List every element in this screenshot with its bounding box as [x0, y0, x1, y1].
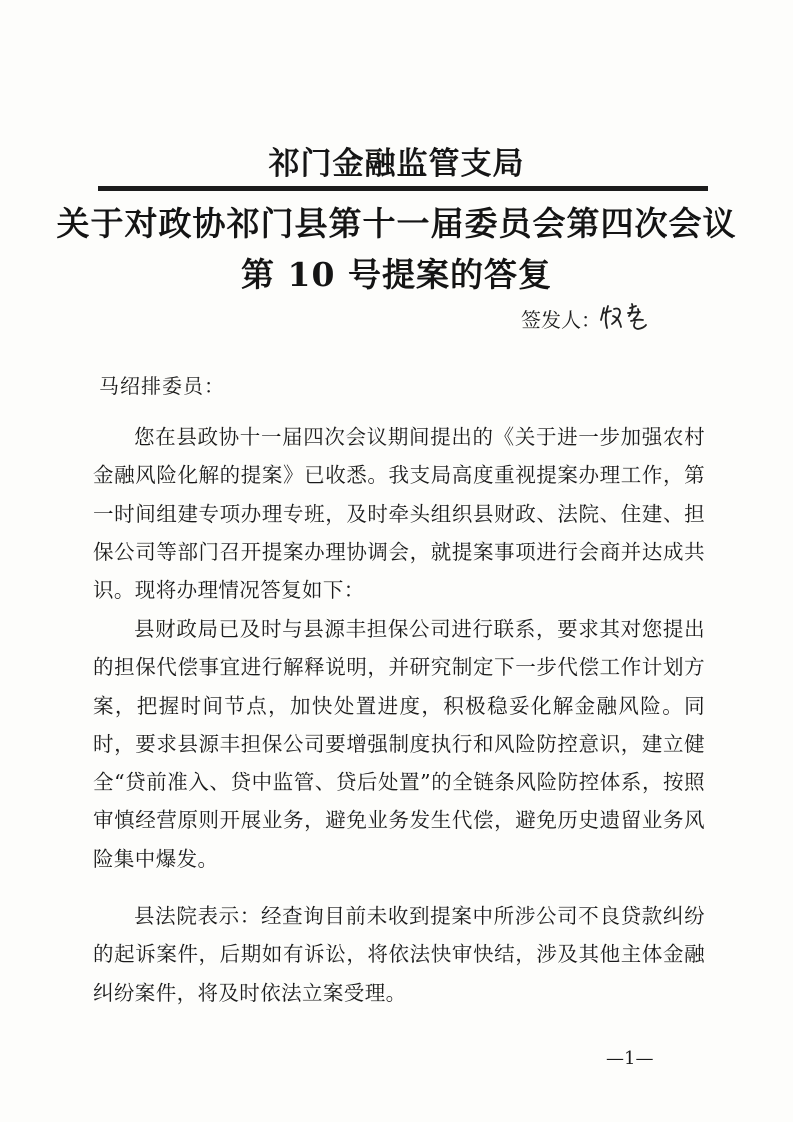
document-title-line-1: 关于对政协祁门县第十一届委员会第四次会议 [56, 204, 737, 243]
signer-label: 签发人： [521, 308, 601, 332]
body-paragraph: 您在县政协十一届四次会议期间提出的《关于进一步加强农村金融风险化解的提案》已收悉。我支局高度重视提案办理工作，第一时间组建专项办理专班，及时牵头组织县财政、法院、住建、担保公司等部门召开提案办理协调会，就提案事项进行会商并达成共识。现将办理情况答复如下： [93, 425, 705, 603]
document-title-line-2: 第 10 号提案的答复 [241, 255, 552, 294]
header-divider-line [98, 186, 708, 191]
body-paragraph: 县法院表示：经查询目前未收到提案中所涉公司不良贷款纠纷的起诉案件，后期如有诉讼，将依法快审快结，涉及其他主体金融纠纷案件，将及时依法立案受理。 [93, 904, 705, 1005]
handwritten-signature [598, 300, 668, 334]
salutation: 马绍排委员： [99, 374, 225, 398]
issuing-agency-heading: 祁门金融监管支局 [268, 146, 525, 182]
body-paragraph: 县财政局已及时与县源丰担保公司进行联系，要求其对您提出的担保代偿事宜进行解释说明，并研究制定下一步代偿工作计划方案，把握时间节点，加快处置进度，积极稳妥化解金融风险。同时，要求县源丰担保公司要增强制度执行和风险防控意识，建立健全“贷前准入、贷中监管、贷后处置”的全链条风险防控体系，按照审慎经营原则开展业务，避免业务发生代偿，避免历史遗留业务风险集中爆发。 [93, 617, 705, 871]
page-number: —1— [606, 1048, 654, 1069]
